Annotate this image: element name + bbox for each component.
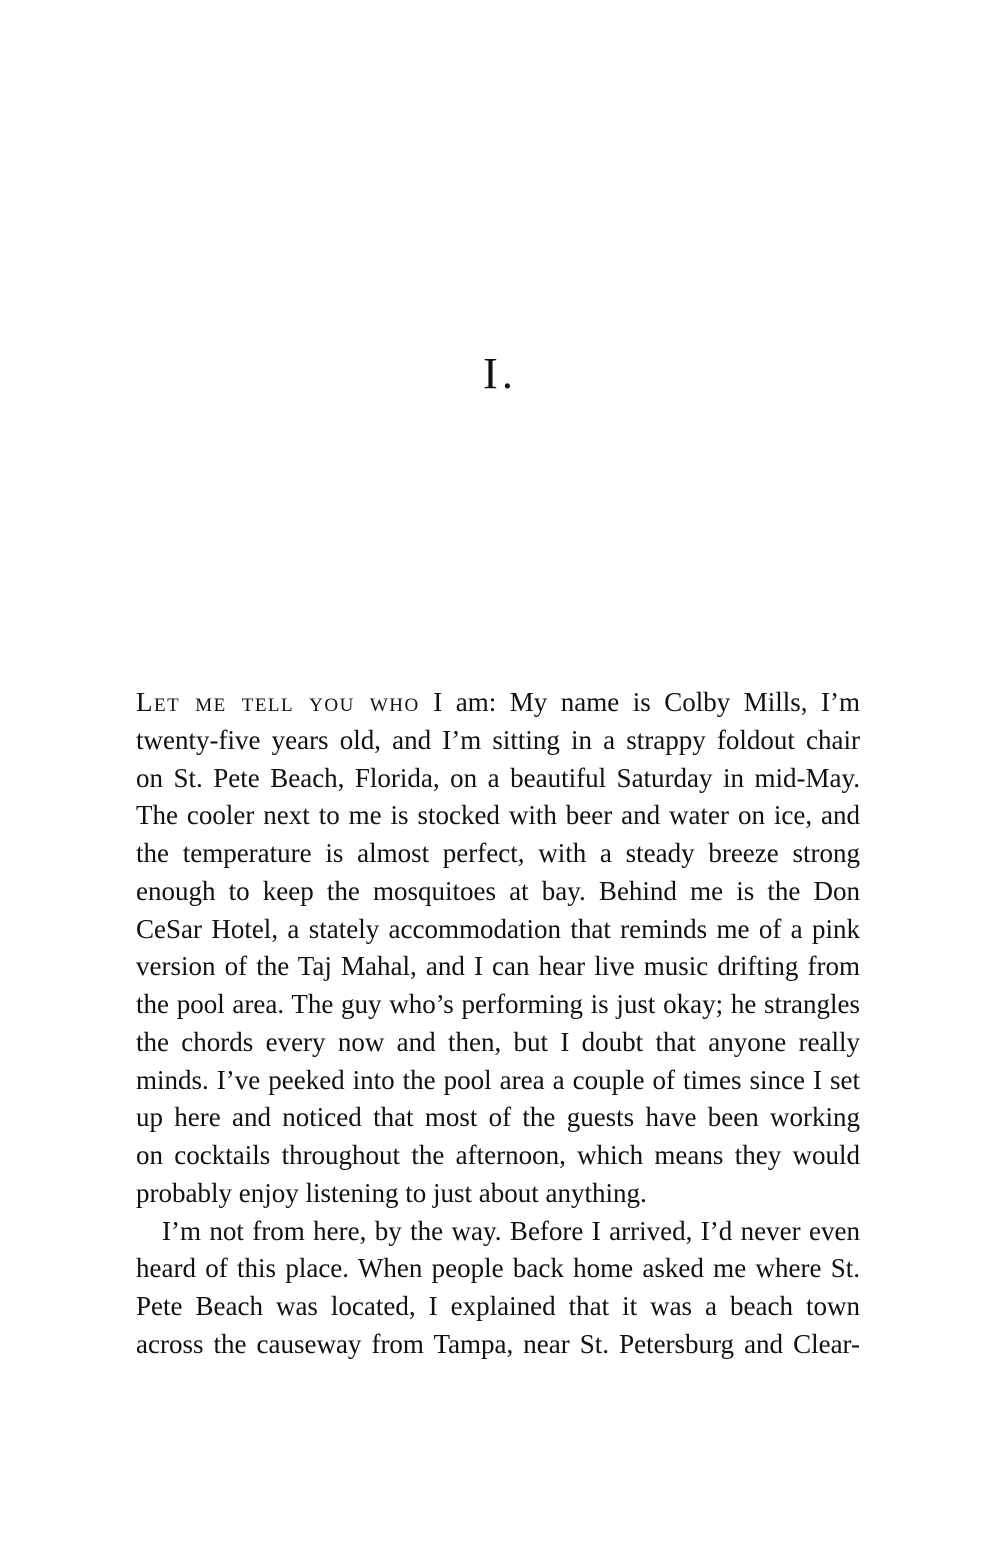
text-line: version of the Taj Mahal, and I can hear live music drifting from xyxy=(136,951,860,982)
text-line: the chords every now and then, but I doubt that anyone really xyxy=(136,1026,860,1057)
text-line: Pete Beach was located, I explained that it was a beach town xyxy=(136,1291,860,1321)
text-line: minds. I’ve peeked into the pool area a couple of times since I set xyxy=(136,1064,860,1095)
paragraph xyxy=(136,1213,860,1364)
text-line: I’m not from here, by the way. Before I arrived, I’d never even xyxy=(162,1215,860,1246)
text-line: across the causeway from Tampa, near St. Petersburg and Clear- xyxy=(136,1328,860,1359)
paragraph xyxy=(136,684,860,1213)
body-text xyxy=(136,684,860,1364)
text-line: the pool area. The guy who’s performing is just okay; he strangles xyxy=(136,989,860,1019)
text-line: twenty-five years old, and I’m sitting in a strappy foldout chair xyxy=(136,724,860,755)
text-line: on St. Pete Beach, Florida, on a beautiful Saturday in mid-May. xyxy=(136,762,860,793)
text-line: The cooler next to me is stocked with beer and water on ice, and xyxy=(136,800,860,831)
text-line xyxy=(136,684,860,722)
lead-in-small-caps: Let me tell you who xyxy=(136,687,420,717)
text-line-rest: I am: My name is Colby Mills, I’m xyxy=(419,687,860,717)
chapter-number: I. xyxy=(483,349,517,398)
text-line: up here and noticed that most of the guests have been working xyxy=(136,1102,860,1133)
text-line: enough to keep the mosquitoes at bay. Behind me is the Don xyxy=(136,875,860,906)
text-line: probably enjoy listening to just about anything. xyxy=(136,1177,647,1208)
text-line: the temperature is almost perfect, with a steady breeze strong xyxy=(136,838,860,868)
text-line: CeSar Hotel, a stately accommodation that reminds me of a pink xyxy=(136,913,860,944)
text-line: heard of this place. When people back home asked me where St. xyxy=(136,1253,860,1284)
text-line: on cocktails throughout the afternoon, which means they would xyxy=(136,1140,860,1170)
